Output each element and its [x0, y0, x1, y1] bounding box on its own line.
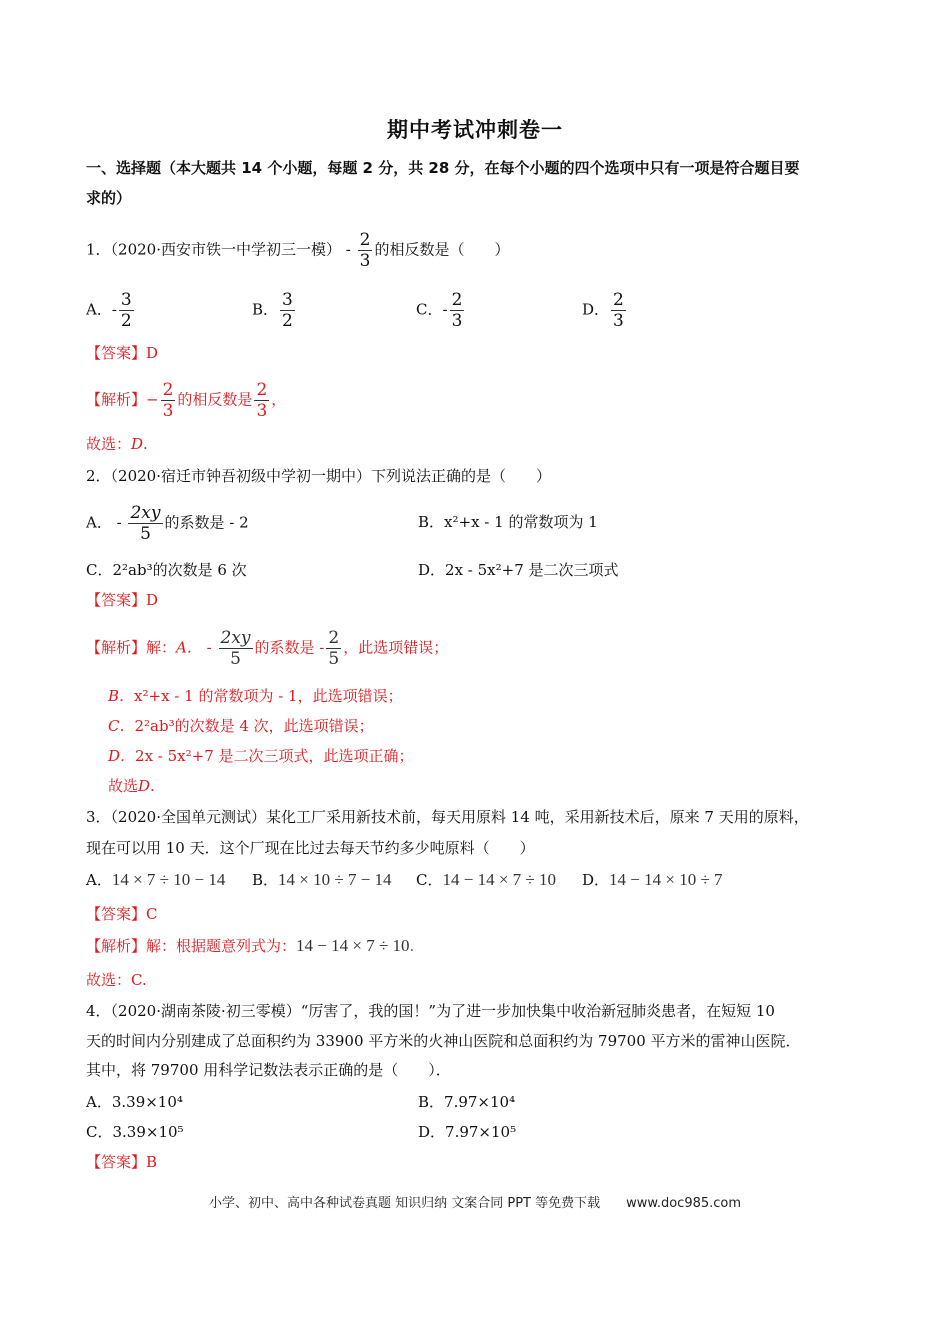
q4-option-b: B．7.97×10⁴ [418, 1093, 516, 1111]
q1-option-c: C．- $\frac{2}{3}$ [416, 290, 463, 331]
q3-answer: 【答案】C [86, 905, 158, 923]
q2-option-c: C．2²ab³的次数是 6 次 [86, 561, 247, 579]
q2-conclusion: 故选D. [108, 777, 155, 795]
question-2: 2．（2020·宿迁市钟吾初级中学初一期中）下列说法正确的是（ ） [86, 467, 551, 485]
q4-option-a: A．3.39×10⁴ [86, 1093, 183, 1111]
q2-analysis-d: D．2x - 5x²+7 是二次三项式，此选项正确； [108, 747, 414, 765]
q3-option-d: D．14 − 14 × 10 ÷ 7 [582, 870, 723, 889]
q2-analysis-a: 【解析】解：A． - $\frac{2xy}{5}$ 的系数是 - $\frac{2}{5}$ ，此选项错误； [86, 628, 449, 669]
q1-fraction: $\frac{2}{3}$ [359, 230, 371, 271]
question-4-line1: 4．（2020·湖南茶陵·初三零模）“厉害了，我的国！”为了进一步加快集中收治新冠肺炎患者，在短短 10 [86, 1002, 775, 1020]
q4-answer: 【答案】B [86, 1153, 158, 1171]
footer-url[interactable]: www.doc985.com [626, 1196, 742, 1211]
q2-option-b: B．x²+x - 1 的常数项为 1 [418, 513, 598, 531]
q3-option-b: B．14 × 10 ÷ 7 − 14 [252, 870, 392, 889]
q2-analysis-c: C．2²ab³的次数是 4 次，此选项错误； [108, 717, 374, 735]
q1-answer: 【答案】D [86, 344, 159, 362]
q3-analysis: 【解析】解：根据题意列式为：14 − 14 × 7 ÷ 10. [86, 936, 415, 955]
q1-option-a: A．- $\frac{3}{2}$ [86, 290, 132, 331]
q2-analysis-b: B．x²+x - 1 的常数项为 - 1，此选项错误； [108, 687, 403, 705]
page-footer [0, 1192, 950, 1211]
q1-analysis: 【解析】− $\frac{2}{3}$ 的相反数是 $\frac{2}{3}$ ， [86, 380, 287, 421]
question-3-line1: 3．（2020·全国单元测试）某化工厂采用新技术前，每天用原料 14 吨，采用新技术后，原来 7 天用的原料， [86, 808, 809, 826]
q1-option-d: D． $\frac{2}{3}$ [582, 290, 624, 331]
question-4-line2: 天的时间内分别建成了总面积约为 33900 平方米的火神山医院和总面积约为 79700 平方米的雷神山医院． [86, 1032, 801, 1050]
page-title: 期中考试冲刺卷一 [387, 118, 563, 142]
q2-option-d: D．2x - 5x²+7 是二次三项式 [418, 561, 619, 579]
section-header-line2: 求的） [86, 189, 132, 207]
q3-conclusion: 故选：C. [86, 971, 147, 989]
q1-conclusion: 故选：D. [86, 435, 148, 453]
q4-option-d: D．7.97×10⁵ [418, 1123, 517, 1141]
q4-option-c: C．3.39×10⁵ [86, 1123, 184, 1141]
q2-answer: 【答案】D [86, 591, 159, 609]
q3-option-a: A．14 × 7 ÷ 10 − 14 [86, 870, 226, 889]
q3-option-c: C．14 − 14 × 7 ÷ 10 [416, 870, 556, 889]
section-header-line1: 一、选择题（本大题共 14 个小题，每题 2 分，共 28 分，在每个小题的四个选项中只有一项是符合题目要 [86, 159, 800, 177]
footer-text: 小学、初中、高中各种试卷真题 知识归纳 文案合同 PPT 等免费下载 [208, 1196, 601, 1211]
question-3-line2: 现在可以用 10 天．这个厂现在比过去每天节约多少吨原料（ ） [86, 839, 535, 857]
question-4-line3: 其中，将 79700 用科学记数法表示正确的是（ ）． [86, 1061, 451, 1079]
q2-option-a: A． - $\frac{2xy}{5}$ 的系数是 - 2 [86, 503, 249, 544]
question-1: 1．（2020·西安市铁一中学初三一模） - $\frac{2}{3}$ 的相反数是（ ） [86, 230, 510, 271]
q1-option-b: B． $\frac{3}{2}$ [252, 290, 293, 331]
